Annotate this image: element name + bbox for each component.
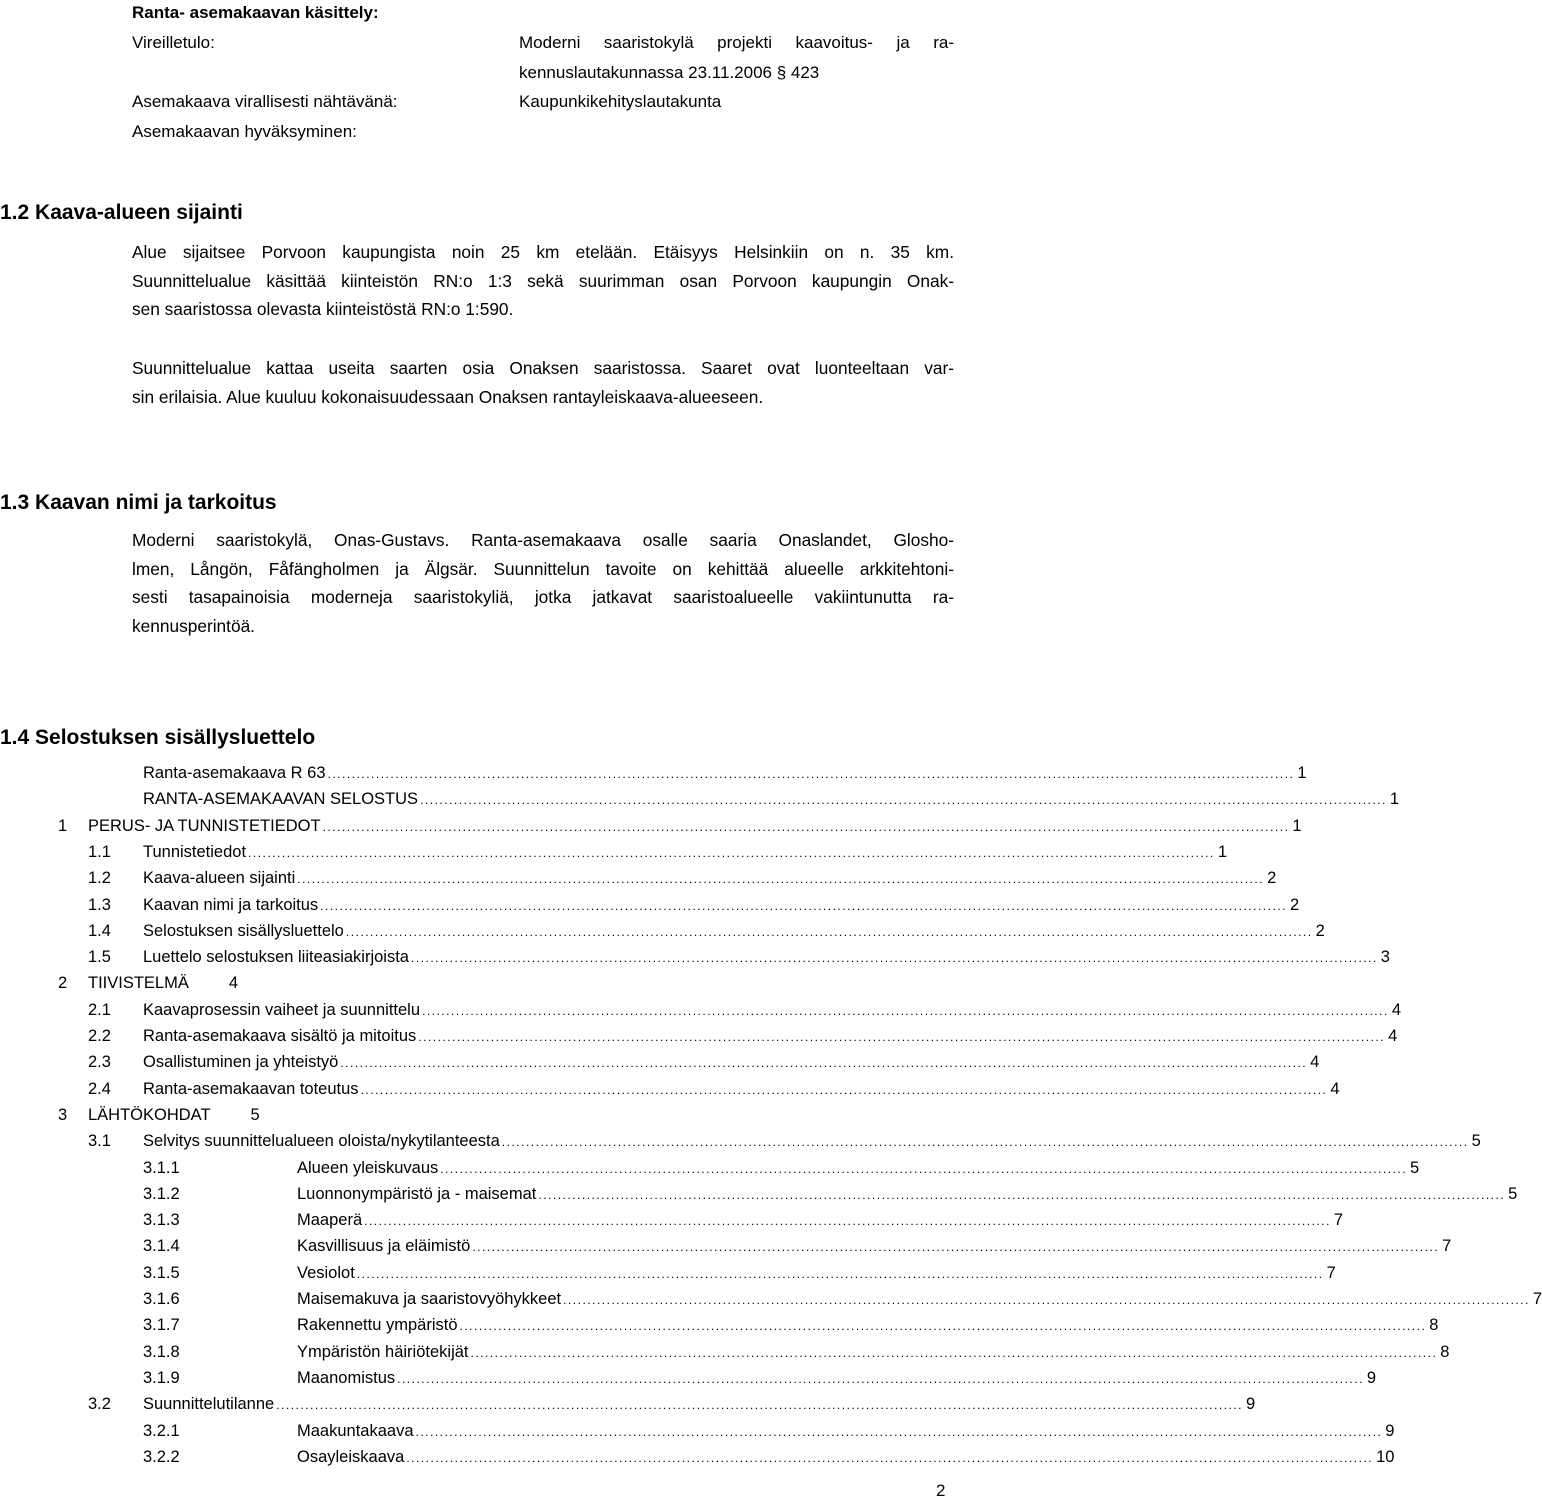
toc-entry-title: Ympäristön häiriötekijät [297, 1339, 471, 1365]
toc-entry[interactable] [0, 892, 1300, 918]
paragraph-line: Suunnittelualue käsittää kiinteistön RN:o 1:3 sekä suurimman osan Porvoon kaupungin Onak- [132, 270, 954, 291]
toc-entry-page: 7 [1333, 1211, 1344, 1230]
toc-entry-page: 8 [1440, 1342, 1450, 1361]
toc-entry-number: 3.1.4 [143, 1237, 180, 1256]
toc-entry-page: 1 [1292, 816, 1302, 835]
toc-entry[interactable] [0, 839, 1228, 865]
toc-entry-number: 1.1 [88, 842, 111, 861]
toc-entry-number: 3.1.7 [143, 1316, 180, 1335]
toc-entry-number: 1.2 [88, 869, 111, 888]
toc-entry[interactable] [0, 1444, 1395, 1470]
toc-entry-title: Osayleiskaava [297, 1444, 406, 1470]
toc-entry-number: 3.1.8 [143, 1342, 180, 1361]
toc-leader-dots: ........................................................................................................................................................................................................ [418, 1030, 1386, 1044]
toc-entry-number: 3.1 [88, 1132, 111, 1151]
handling-label-nahtavana: Asemakaava virallisesti nähtävänä: [132, 92, 398, 111]
toc-leader-dots: ........................................................................................................................................................................................................ [356, 1266, 1324, 1281]
handling-title: Ranta- asemakaavan käsittely: [132, 3, 379, 22]
toc-entry-page: 4 [228, 974, 239, 993]
toc-entry-title: RANTA-ASEMAKAAVAN SELOSTUS [143, 786, 420, 812]
toc-entry-title: Kaava-alueen sijainti [143, 865, 297, 891]
toc-entry-page: 4 [1310, 1053, 1320, 1072]
toc-entry-number: 3.2.1 [143, 1421, 180, 1440]
toc-entry[interactable] [0, 786, 1400, 812]
toc-leader-dots: ........................................................................................................................................................................................................ [538, 1187, 1506, 1202]
toc-leader-dots: ........................................................................................................................................................................................................ [364, 1214, 1331, 1229]
toc-entry-title: Ranta-asemakaavan toteutus [143, 1076, 361, 1102]
paragraph-line: sin erilaisia. Alue kuuluu kokonaisuudessaan Onaksen rantayleiskaava-alueeseen. [132, 386, 764, 407]
toc-entry[interactable] [0, 1418, 1395, 1444]
paragraph-line: sesti tasapainoisia moderneja saaristokyliä, jotka jatkavat saaristoalueelle vakiintunutta ra- [132, 587, 954, 607]
toc-entry-number: 3.1.1 [143, 1158, 180, 1177]
section-heading-1-4: 1.4 Selostuksen sisällysluettelo [0, 726, 316, 749]
toc-entry-page: 9 [1366, 1368, 1377, 1387]
toc-leader-dots: ........................................................................................................................................................................................................ [422, 1003, 1389, 1018]
toc-entry[interactable] [0, 997, 1401, 1023]
toc-leader-dots: ........................................................................................................................................................................................................ [327, 767, 1295, 781]
toc-entry-number: 1.3 [88, 895, 111, 914]
handling-label-hyvaksyminen: Asemakaavan hyväksyminen: [132, 122, 357, 141]
page-number: 2 [936, 1481, 946, 1500]
section-1-2-paragraph-2 [132, 354, 954, 411]
toc-entry[interactable] [0, 1391, 1256, 1417]
toc-entry-title: Maisemakuva ja saaristovyöhykkeet [297, 1286, 563, 1312]
toc-entry-title: Selvitys suunnittelualueen oloista/nykytilanteesta [143, 1128, 502, 1154]
toc-entry[interactable] [0, 1155, 1420, 1181]
toc-entry[interactable] [0, 760, 1307, 786]
toc-entry-number: 3.1.6 [143, 1290, 180, 1308]
toc-leader-dots: ........................................................................................................................................................................................................ [415, 1424, 1383, 1439]
toc-entry-title: Kaavan nimi ja tarkoitus [143, 892, 320, 918]
toc-entry-page: 7 [1442, 1237, 1452, 1256]
toc-entry[interactable] [0, 918, 1325, 944]
toc-entry-title: PERUS- JA TUNNISTETIEDOT [88, 813, 323, 839]
toc-entry-page: 4 [1330, 1079, 1340, 1098]
toc-entry[interactable] [0, 1076, 1340, 1102]
paragraph-line: Suunnittelualue kattaa useita saarten osia Onaksen saaristossa. Saaret ovat luonteeltaan var- [132, 358, 954, 378]
toc-leader-dots: ........................................................................................................................................................................................................ [320, 898, 1287, 913]
toc-entry-title: Alueen yleiskuvaus [297, 1155, 440, 1181]
toc-entry-title: Ranta-asemakaava R 63 [143, 760, 328, 786]
toc-entry-number: 3.1.3 [143, 1211, 180, 1230]
paragraph-line: kennusperintöä. [132, 615, 255, 636]
toc-entry-page: 7 [1532, 1290, 1542, 1308]
toc-entry-number: 2.4 [88, 1079, 111, 1098]
toc-entry-page: 5 [1410, 1158, 1420, 1177]
toc-entry[interactable] [0, 1181, 1518, 1207]
toc-entry-page: 8 [1429, 1316, 1439, 1335]
toc-entry-number: 3.1.9 [143, 1368, 180, 1387]
toc-leader-dots: ........................................................................................................................................................................................................ [322, 819, 1290, 834]
toc-entry-title: Luonnonympäristö ja - maisemat [297, 1181, 538, 1207]
toc-entry-title: Kasvillisuus ja eläimistö [297, 1233, 472, 1259]
toc-entry-page: 5 [1471, 1132, 1481, 1151]
toc-entry-number: 3.1.5 [143, 1263, 180, 1282]
toc-entry-title: Maaperä [297, 1207, 364, 1233]
toc-entry-page: 3 [1380, 948, 1390, 967]
toc-leader-dots: ........................................................................................................................................................................................................ [459, 1319, 1427, 1334]
toc-entry-page: 2 [1267, 869, 1277, 888]
paragraph-line: sen saaristossa olevasta kiinteistöstä RN:o 1:590. [132, 299, 514, 319]
toc-leader-dots: ........................................................................................................................................................................................................ [345, 924, 1313, 939]
toc-leader-dots: ........................................................................................................................................................................................................ [340, 1056, 1308, 1071]
toc-entry-number: 3.1.2 [143, 1184, 180, 1203]
handling-value-nahtavana: Kaupunkikehityslautakunta [519, 92, 722, 111]
toc-entry-page: 7 [1326, 1263, 1336, 1282]
toc-entry-page: 9 [1245, 1395, 1256, 1414]
toc-leader-dots: ........................................................................................................................................................................................................ [440, 1161, 1408, 1176]
handling-label-vireilletulo: Vireilletulo: [132, 33, 215, 52]
toc-entry-title: Selostuksen sisällysluettelo [143, 918, 346, 944]
toc-entry[interactable] [0, 970, 956, 996]
toc-entry[interactable] [0, 944, 1390, 970]
toc-entry-page: 4 [1391, 1000, 1401, 1019]
toc-entry-title: LÄHTÖKOHDAT [88, 1102, 213, 1128]
toc-entry-title: Maakuntakaava [297, 1418, 416, 1444]
section-1-2-paragraph-1 [132, 238, 954, 324]
toc-entry-title: Kaavaprosessin vaiheet ja suunnittelu [143, 997, 422, 1023]
section-heading-1-3: 1.3 Kaavan nimi ja tarkoitus [0, 491, 277, 514]
toc-leader-dots: ........................................................................................................................................................................................................ [501, 1135, 1469, 1150]
toc-entry[interactable] [0, 1128, 1481, 1154]
toc-entry-title: Vesiolot [297, 1260, 357, 1286]
toc-entry-number: 2.3 [88, 1053, 111, 1072]
toc-entry-page: 2 [1315, 921, 1325, 940]
toc-leader-dots: ........................................................................................................................................................................................................ [397, 1371, 1364, 1386]
toc-entry-number: 1.4 [88, 921, 111, 940]
toc-entry[interactable] [0, 1260, 1336, 1286]
toc-entry-number: 3 [58, 1105, 68, 1124]
toc-entry[interactable] [0, 1286, 1542, 1312]
toc-leader-dots: ........................................................................................................................................................................................................ [563, 1293, 1530, 1307]
toc-entry-number: 3.2.2 [143, 1447, 180, 1466]
toc-entry-title: Tunnistetiedot [143, 839, 248, 865]
toc-entry-page: 1 [1297, 764, 1307, 782]
toc-entry[interactable] [0, 865, 1277, 891]
toc-leader-dots: ........................................................................................................................................................................................................ [472, 1240, 1440, 1255]
toc-leader-dots: ........................................................................................................................................................................................................ [470, 1345, 1438, 1360]
toc-entry-number: 3.2 [88, 1395, 111, 1414]
toc-entry[interactable] [0, 813, 1302, 839]
toc-entry[interactable] [0, 1339, 1450, 1365]
toc-leader-dots: ........................................................................................................................................................................................................ [360, 1082, 1328, 1097]
paragraph-line: lmen, Långön, Fåfängholmen ja Älgsär. Suunnittelun tavoite on kehittää alueelle arkkitehtoni- [132, 558, 954, 579]
toc-entry-number: 2.2 [88, 1027, 111, 1045]
toc-entry-title: Rakennettu ympäristö [297, 1312, 460, 1338]
toc-leader-dots: ........................................................................................................................................................................................................ [297, 872, 1265, 887]
toc-entry-number: 2.1 [88, 1000, 111, 1019]
paragraph-line: Moderni saaristokylä, Onas-Gustavs. Ranta-asemakaava osalle saaria Onaslandet, Glosho- [132, 530, 954, 550]
toc-entry[interactable] [0, 1102, 956, 1128]
toc-entry-page: 1 [1389, 790, 1400, 809]
toc-leader-dots: ........................................................................................................................................................................................................ [276, 1398, 1243, 1413]
toc-entry[interactable] [0, 1233, 1452, 1259]
toc-leader-dots: ........................................................................................................................................................................................................ [410, 951, 1378, 966]
toc-entry[interactable] [0, 1023, 1398, 1049]
toc-entry[interactable] [0, 1312, 1439, 1338]
handling-value-vireilletulo-line2: kennuslautakunnassa 23.11.2006 § 423 [519, 63, 820, 82]
toc-entry-page: 9 [1385, 1421, 1395, 1440]
toc-entry-title: Luettelo selostuksen liiteasiakirjoista [143, 944, 411, 970]
toc-entry[interactable] [0, 1207, 1344, 1233]
toc-entry-page: 1 [1217, 842, 1228, 861]
toc-entry-number: 2 [58, 974, 68, 993]
section-1-3-paragraph [132, 526, 954, 640]
section-heading-1-2: 1.2 Kaava-alueen sijainti [0, 201, 243, 224]
toc-entry-page: 2 [1289, 895, 1300, 914]
toc-entry-number: 1.5 [88, 948, 111, 967]
toc-entry-page: 5 [1508, 1184, 1518, 1203]
toc-entry[interactable] [0, 1365, 1377, 1391]
toc-entry-number: 1 [58, 816, 68, 835]
toc-entry-title: TIIVISTELMÄ [88, 970, 191, 996]
toc-entry-title: Osallistuminen ja yhteistyö [143, 1049, 340, 1075]
toc-entry-page: 10 [1376, 1447, 1395, 1466]
toc-entry-page: 5 [250, 1105, 260, 1124]
toc-entry-title: Suunnittelutilanne [143, 1391, 276, 1417]
toc-entry[interactable] [0, 1049, 1320, 1075]
toc-entry-title: Ranta-asemakaava sisältö ja mitoitus [143, 1023, 418, 1049]
toc-entry-page: 4 [1388, 1027, 1398, 1045]
paragraph-line: Alue sijaitsee Porvoon kaupungista noin 25 km etelään. Etäisyys Helsinkiin on n. 35 km. [132, 242, 954, 262]
toc-leader-dots: ........................................................................................................................................................................................................ [248, 845, 1215, 860]
toc-leader-dots: ........................................................................................................................................................................................................ [406, 1450, 1374, 1465]
toc-entry-title: Maanomistus [297, 1365, 397, 1391]
handling-value-vireilletulo-line1: Moderni saaristokylä projekti kaavoitus- ja ra- [519, 33, 954, 52]
toc-leader-dots: ........................................................................................................................................................................................................ [420, 793, 1387, 808]
